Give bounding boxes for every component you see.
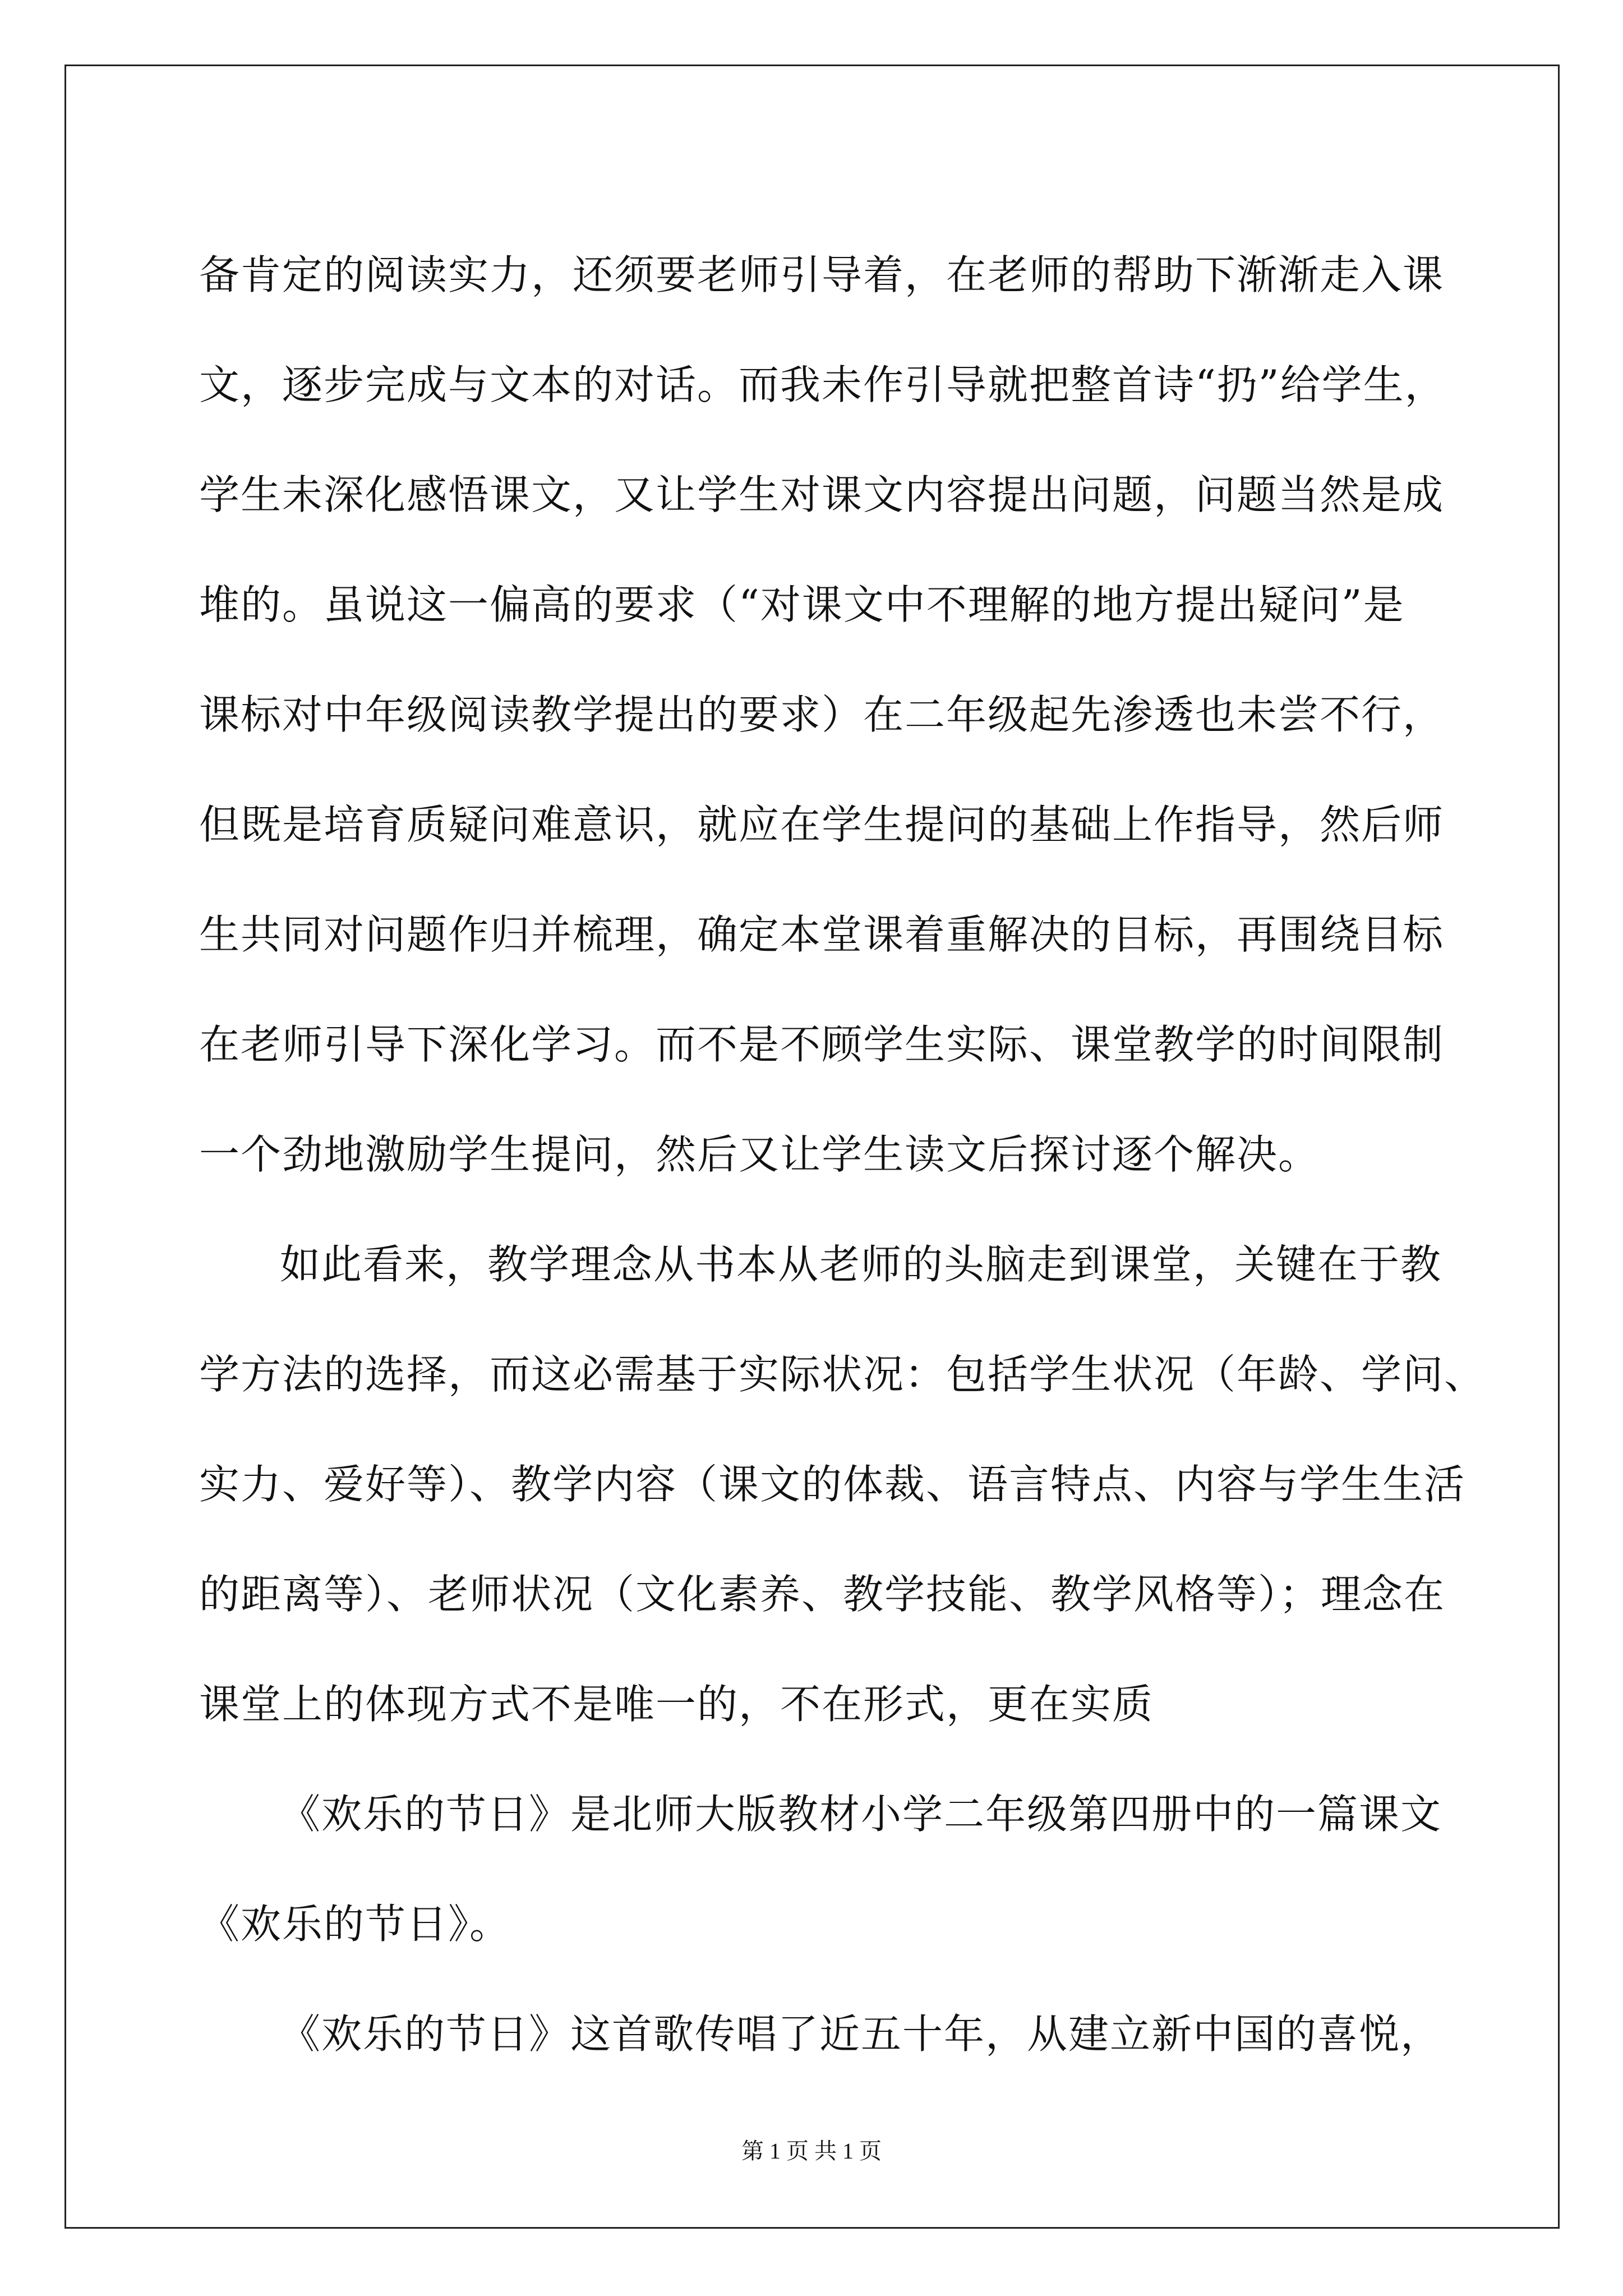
paragraph-start-line: 《欢乐的节日》这首歌传唱了近五十年，从建立新中国的喜悦， [280,2010,1442,2058]
text-line: 学生未深化感悟课文，又让学生对课文内容提出问题，问题当然是成 [199,471,1445,518]
text-line: 课标对中年级阅读教学提出的要求）在二年级起先渗透也未尝不行， [199,691,1445,738]
page-number-footer: 第 1 页 共 1 页 [741,2138,882,2164]
text-line: 备肯定的阅读实力，还须要老师引导着，在老师的帮助下渐渐走入课 [199,251,1445,298]
text-line: 在老师引导下深化学习。而不是不顾学生实际、课堂教学的时间限制 [199,1021,1445,1068]
text-line: 实力、爱好等）、教学内容（课文的体裁、语言特点、内容与学生生活 [199,1461,1466,1508]
text-line: 文，逐步完成与文本的对话。而我未作引导就把整首诗“扔”给学生， [199,361,1446,408]
text-line: 学方法的选择，而这必需基于实际状况：包括学生状况（年龄、学问、 [199,1351,1486,1398]
text-line: 生共同对问题作归并梳理，确定本堂课着重解决的目标，再围绕目标 [199,911,1445,958]
paragraph-start-line: 如此看来，教学理念从书本从老师的头脑走到课堂，关键在于教 [280,1241,1442,1288]
text-line: 堆的。虽说这一偏高的要求（“对课文中不理解的地方提出疑问”是 [199,581,1405,628]
text-line: 的距离等）、老师状况（文化素养、教学技能、教学风格等）；理念在 [199,1571,1446,1618]
text-line: 课堂上的体现方式不是唯一的，不在形式，更在实质 [199,1681,1154,1728]
document-body [199,220,1486,2089]
paragraph-start-line: 《欢乐的节日》是北师大版教材小学二年级第四册中的一篇课文 [280,1791,1442,1838]
text-line: 《欢乐的节日》。 [199,1901,511,1948]
text-line: 一个劲地激励学生提问，然后又让学生读文后探讨逐个解决。 [199,1131,1320,1178]
text-line: 但既是培育质疑问难意识，就应在学生提问的基础上作指导，然后师 [199,801,1445,848]
